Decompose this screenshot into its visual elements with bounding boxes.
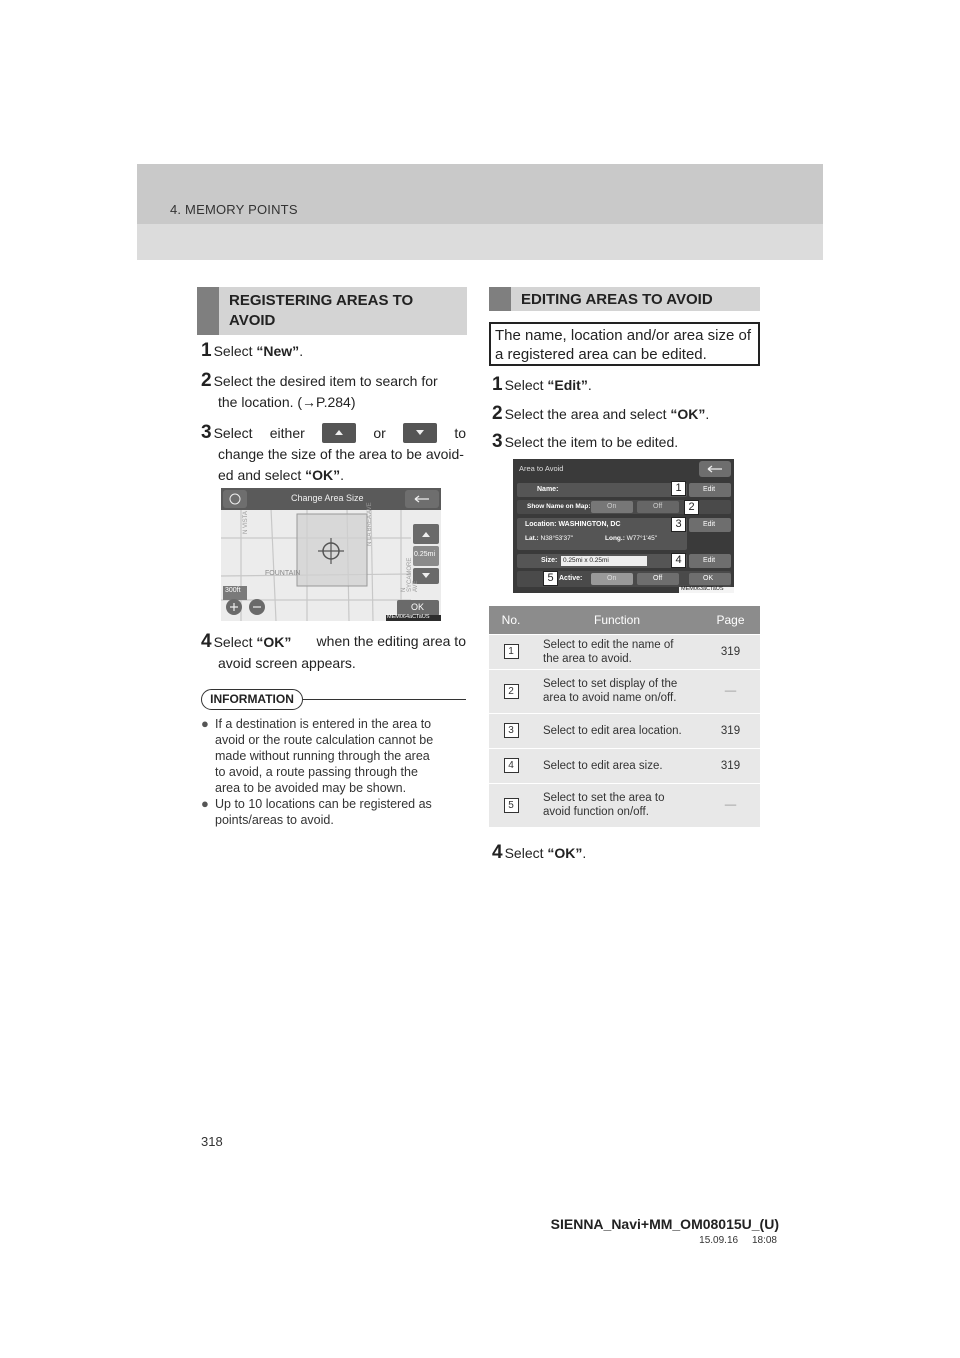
scale-left: 300ft bbox=[225, 587, 241, 594]
bullet-icon: ● bbox=[201, 716, 209, 731]
section-title-line2: AVOID bbox=[229, 312, 276, 329]
off-button: Off bbox=[653, 503, 663, 510]
callout-3: 3 bbox=[671, 517, 686, 532]
image-code: MEM063aCTaUS bbox=[681, 586, 724, 592]
heading-marker bbox=[197, 287, 219, 335]
area-to-avoid-screenshot: Area to Avoid Name: Edit Show Name on Map: On Off Location: WASHINGTON, DC Lat.: N38°53'37" Long.: W77°1'45" Edit Size: 0.25mi x 0.25mi Edit Active: On Off OK 1 2 3 4 5 MEM063aCTaUS bbox=[513, 459, 734, 593]
section-title: EDITING AREAS TO AVOID bbox=[521, 291, 713, 308]
ok-button-label: OK bbox=[411, 602, 425, 612]
info-bullet-2: ● Up to 10 locations can be registered as points/areas to avoid. bbox=[201, 796, 432, 827]
step-4: 4 Select “OK” when the editing area to avoid screen appears. bbox=[201, 631, 466, 671]
information-rule bbox=[303, 699, 466, 700]
page-number: 318 bbox=[201, 1134, 223, 1149]
edit-location-button: Edit bbox=[703, 521, 716, 528]
callout-4: 4 bbox=[671, 553, 686, 568]
step-2: 2 Select the desired item to search for the location. (→P.284) bbox=[201, 370, 438, 410]
table-row: 1 Select to edit the name of the area to avoid. 319 bbox=[489, 634, 760, 669]
up-arrow-button-icon bbox=[322, 423, 356, 443]
long-value: W77°1'45" bbox=[626, 535, 658, 542]
table-row: 2 Select to set display of the area to avoid name on/off. — bbox=[489, 669, 760, 713]
callout-1: 1 bbox=[671, 481, 686, 496]
col-page: Page bbox=[701, 606, 760, 634]
street-vista: N VISTA bbox=[243, 511, 249, 534]
street-fountain: FOUNTAIN bbox=[265, 570, 301, 577]
scale-right: 0.25mi bbox=[414, 551, 436, 558]
information-label: INFORMATION bbox=[201, 689, 303, 710]
ok-button: OK bbox=[703, 575, 714, 582]
row-number-icon: 4 bbox=[504, 758, 519, 773]
section-heading-register bbox=[197, 287, 467, 335]
table-row: 5 Select to set the area to avoid function on/off. — bbox=[489, 783, 760, 827]
size-label: Size: bbox=[541, 557, 558, 564]
location-value: WASHINGTON, DC bbox=[558, 521, 621, 528]
document-code: SIENNA_Navi+MM_OM08015U_(U) bbox=[550, 1216, 779, 1232]
step-1: 1 Select “New”. bbox=[201, 340, 304, 361]
lat-value: N38°53'37" bbox=[540, 535, 574, 542]
show-name-label: Show Name on Map: bbox=[527, 503, 591, 510]
down-arrow-button-icon bbox=[403, 423, 437, 443]
street-la-brea: N LA BREA AVE bbox=[367, 502, 373, 546]
chapter-title: 4. MEMORY POINTS bbox=[170, 202, 298, 217]
name-label: Name: bbox=[537, 486, 559, 493]
on-button: On bbox=[607, 503, 617, 510]
document-date: 15.09.16 18:08 bbox=[699, 1235, 777, 1246]
table-row: 3 Select to edit area location. 319 bbox=[489, 713, 760, 748]
row-number-icon: 5 bbox=[504, 798, 519, 813]
intro-box: The name, location and/or area size of a registered area can be edited. bbox=[489, 322, 760, 366]
edit-step-4: 4 Select “OK”. bbox=[492, 842, 587, 863]
active-label: Active: bbox=[559, 575, 583, 582]
edit-step-3: 3 Select the item to be edited. bbox=[492, 431, 679, 452]
change-area-size-screenshot bbox=[221, 488, 441, 621]
street-sycamore: N SYCAMORE AVE bbox=[401, 557, 419, 592]
table-row: 4 Select to edit area size. 319 bbox=[489, 748, 760, 783]
header-subband bbox=[137, 224, 823, 260]
step-3: 3 Select either or to change the size of the area to be avoid- ed and select “OK”. bbox=[201, 422, 466, 483]
step-number: 1 bbox=[201, 340, 212, 361]
active-on-button: On bbox=[607, 575, 617, 582]
callout-5: 5 bbox=[543, 571, 558, 586]
function-table bbox=[489, 606, 760, 827]
edit-size-button: Edit bbox=[703, 557, 716, 564]
callout-2: 2 bbox=[684, 500, 699, 515]
heading-marker bbox=[489, 287, 511, 311]
row-number-icon: 3 bbox=[504, 723, 519, 738]
active-off-button: Off bbox=[653, 575, 663, 582]
location-label: Location: bbox=[525, 521, 557, 528]
section-heading-edit bbox=[489, 287, 760, 311]
table-header-row bbox=[489, 606, 760, 634]
edit-step-1: 1 Select “Edit”. bbox=[492, 374, 592, 395]
row-number-icon: 1 bbox=[504, 644, 519, 659]
bullet-icon: ● bbox=[201, 796, 209, 811]
info-bullet-1: ● If a destination is entered in the area to avoid or the route calculation cannot be made without running through the area to avoid, a route passing through the area to be avoided may be shown. bbox=[201, 716, 434, 795]
section-title-line1: REGISTERING AREAS TO bbox=[229, 292, 414, 309]
col-no: No. bbox=[489, 606, 533, 634]
edit-name-button: Edit bbox=[703, 486, 716, 493]
screen-title: Change Area Size bbox=[291, 493, 364, 503]
col-function: Function bbox=[533, 606, 701, 634]
edit-step-2: 2 Select the area and select “OK”. bbox=[492, 403, 710, 424]
row-number-icon: 2 bbox=[504, 684, 519, 699]
screen-title: Area to Avoid bbox=[519, 464, 564, 473]
size-value: 0.25mi x 0.25mi bbox=[563, 557, 609, 564]
new-label: “New” bbox=[256, 343, 300, 359]
image-code: MEM064aCTaUS bbox=[387, 614, 430, 620]
